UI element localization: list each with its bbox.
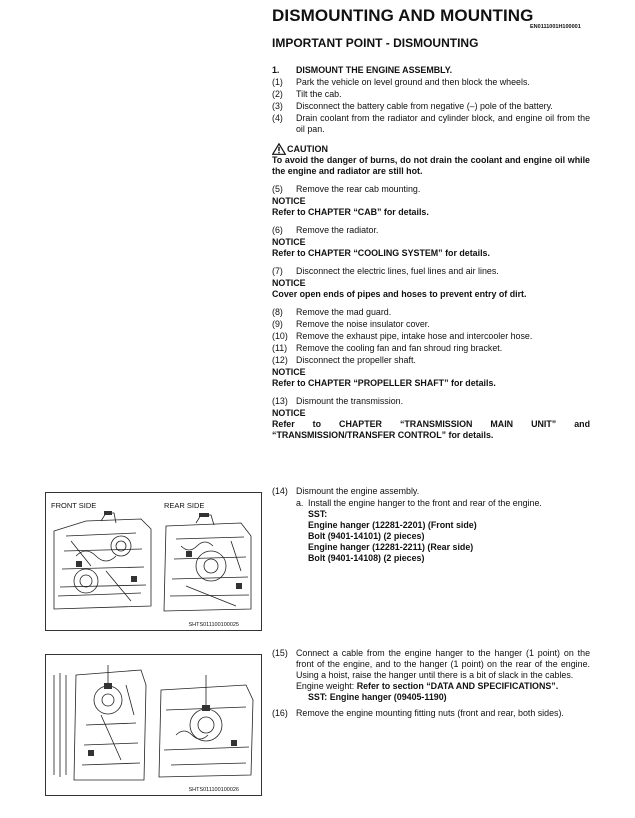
item-text: Remove the cooling fan and fan shroud ring bracket. bbox=[296, 343, 503, 353]
item-number: (8) bbox=[272, 307, 283, 317]
list-item bbox=[272, 343, 590, 354]
sst-list bbox=[296, 509, 590, 564]
caution-heading bbox=[272, 143, 590, 155]
item-text: Disconnect the battery cable from negative (–) pole of the battery. bbox=[296, 101, 553, 111]
notice-text: Refer to CHAPTER “COOLING SYSTEM” for details. bbox=[272, 248, 490, 258]
item-text: Dismount the engine assembly. bbox=[296, 486, 420, 496]
item-number: (9) bbox=[272, 319, 283, 329]
item-number: (3) bbox=[272, 101, 283, 111]
item-number: (12) bbox=[272, 355, 288, 365]
sst-line: Engine hanger (12281-2201) (Front side) bbox=[308, 520, 477, 530]
step-15-16-block bbox=[272, 648, 590, 720]
list-item bbox=[272, 77, 590, 88]
item-number: (4) bbox=[272, 113, 283, 123]
weight-reference: Refer to section “DATA AND SPECIFICATIONS”. bbox=[356, 681, 559, 691]
figure-engine-hanger bbox=[45, 492, 262, 631]
figure-hoist-cable bbox=[45, 654, 262, 796]
notice-label: NOTICE bbox=[272, 408, 306, 418]
notice-text: Cover open ends of pipes and hoses to prevent entry of dirt. bbox=[272, 289, 527, 299]
item-text: Remove the rear cab mounting. bbox=[296, 184, 421, 194]
item-text: Connect a cable from the engine hanger to the hanger (1 point) on the front of the engine, and to the hanger (1 point) on the rear of the engine. Using a hoist, raise the hanger until there is a bit of slack in the cables. bbox=[296, 648, 590, 680]
list-item bbox=[272, 89, 590, 100]
substep-letter: a. bbox=[296, 498, 304, 508]
list-item bbox=[272, 396, 590, 407]
notice-text: Refer to CHAPTER “CAB” for details. bbox=[272, 207, 429, 217]
figure-code: SHTS011100100026 bbox=[188, 787, 239, 793]
item-text: Dismount the transmission. bbox=[296, 396, 404, 406]
sst-line: Engine hanger (12281-2211) (Rear side) bbox=[308, 542, 474, 552]
item-number: (2) bbox=[272, 89, 283, 99]
engine-illustration bbox=[46, 511, 261, 621]
substep-text: Install the engine hanger to the front and rear of the engine. bbox=[308, 498, 542, 508]
item-number: (1) bbox=[272, 77, 283, 87]
warning-triangle-icon bbox=[272, 143, 286, 155]
step-14-block bbox=[272, 486, 590, 564]
page-title: DISMOUNTING AND MOUNTING bbox=[272, 6, 534, 25]
list-item bbox=[272, 486, 590, 497]
item-number: (15) bbox=[272, 648, 288, 658]
sst-line: Bolt (9401-14101) (2 pieces) bbox=[308, 531, 425, 541]
list-item bbox=[272, 648, 590, 703]
section-subtitle: IMPORTANT POINT - DISMOUNTING bbox=[272, 36, 479, 50]
list-item bbox=[272, 331, 590, 342]
item-number: (14) bbox=[272, 486, 288, 496]
notice-label: NOTICE bbox=[272, 196, 306, 206]
document-id: EN0111001H100001 bbox=[530, 24, 581, 30]
hoist-illustration bbox=[46, 655, 261, 785]
item-text: Remove the radiator. bbox=[296, 225, 379, 235]
list-item bbox=[272, 266, 590, 277]
notice-text: Refer to CHAPTER “PROPELLER SHAFT” for details. bbox=[272, 378, 496, 388]
item-text: Drain coolant from the radiator and cylinder block, and engine oil from the oil pan. bbox=[296, 113, 590, 134]
item-text: Remove the exhaust pipe, intake hose and intercooler hose. bbox=[296, 331, 533, 341]
list-item bbox=[272, 319, 590, 330]
sst-line: SST: Engine hanger (09405-1190) bbox=[308, 692, 447, 702]
step-text: DISMOUNT THE ENGINE ASSEMBLY. bbox=[296, 65, 453, 75]
item-text: Disconnect the propeller shaft. bbox=[296, 355, 416, 365]
list-item bbox=[272, 225, 590, 236]
list-item bbox=[272, 113, 590, 135]
sst-line: Bolt (9401-14108) (2 pieces) bbox=[308, 553, 425, 563]
item-text: Tilt the cab. bbox=[296, 89, 342, 99]
item-number: (13) bbox=[272, 396, 288, 406]
notice-label: NOTICE bbox=[272, 237, 306, 247]
procedure-column-upper bbox=[272, 65, 590, 442]
figure-front-label: FRONT SIDE bbox=[51, 501, 97, 510]
item-number: (11) bbox=[272, 343, 288, 353]
weight-label: Engine weight: bbox=[296, 681, 357, 691]
item-number: (5) bbox=[272, 184, 283, 194]
substep-a bbox=[272, 498, 590, 564]
notice-label: NOTICE bbox=[272, 367, 306, 377]
figure-code: SHTS011100100025 bbox=[188, 622, 239, 628]
item-number: (10) bbox=[272, 331, 288, 341]
item-number: (16) bbox=[272, 708, 288, 718]
list-item bbox=[272, 184, 590, 195]
figure-rear-label: REAR SIDE bbox=[164, 501, 205, 510]
list-item bbox=[272, 307, 590, 318]
engine-weight bbox=[296, 681, 590, 692]
item-text: Park the vehicle on level ground and then block the wheels. bbox=[296, 77, 530, 87]
item-text: Disconnect the electric lines, fuel lines and air lines. bbox=[296, 266, 499, 276]
step-number: 1. bbox=[272, 65, 280, 75]
step-1 bbox=[272, 65, 590, 76]
list-item bbox=[272, 101, 590, 112]
item-text: Remove the engine mounting fitting nuts (front and rear, both sides). bbox=[296, 708, 564, 718]
item-text: Remove the noise insulator cover. bbox=[296, 319, 430, 329]
list-item bbox=[272, 355, 590, 366]
item-text: Remove the mad guard. bbox=[296, 307, 392, 317]
item-number: (7) bbox=[272, 266, 283, 276]
notice-label: NOTICE bbox=[272, 278, 306, 288]
caution-label: CAUTION bbox=[287, 143, 328, 154]
sst-label: SST: bbox=[308, 509, 328, 519]
list-item bbox=[272, 708, 590, 719]
notice-text: Refer to CHAPTER “TRANSMISSION MAIN UNIT” and “TRANSMISSION/TRANSFER CONTROL” for details. bbox=[272, 419, 590, 440]
item-number: (6) bbox=[272, 225, 283, 235]
caution-text: To avoid the danger of burns, do not drain the coolant and engine oil while the engine and radiator are still hot. bbox=[272, 155, 590, 176]
